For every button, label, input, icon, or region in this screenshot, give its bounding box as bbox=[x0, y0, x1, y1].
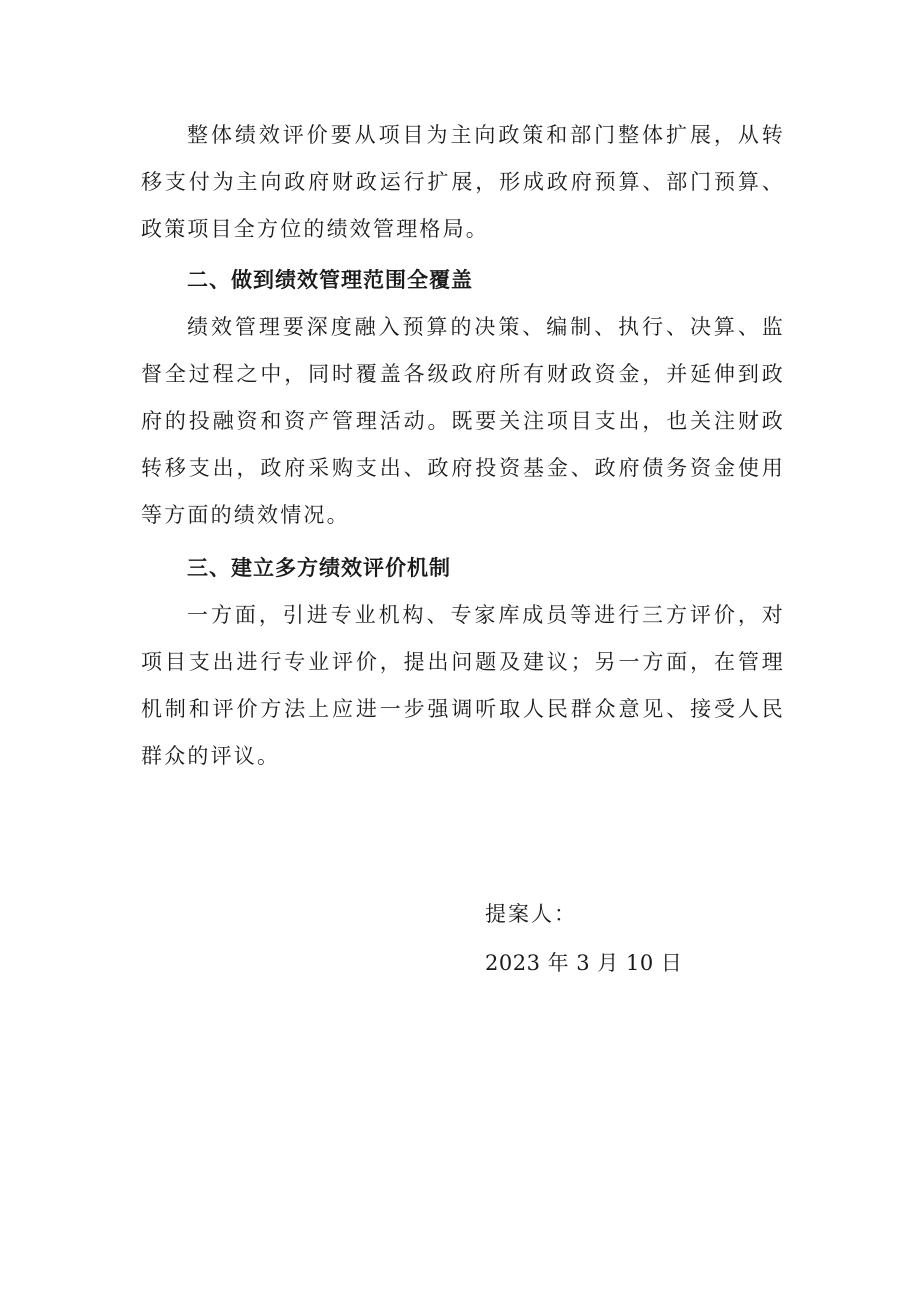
heading-multi-party-evaluation: 三、建立多方绩效评价机制 bbox=[187, 556, 451, 580]
proposer-label: 提案人： bbox=[485, 902, 577, 926]
paragraph-multi-party-evaluation: 一方面，引进专业机构、专家库成员等进行三方评价，对项目支出进行专业评价，提出问题及建议；另一方面，在管理机制和评价方法上应进一步强调听取人民群众意见、接受人民群众的评议。 bbox=[141, 603, 785, 768]
signature-date: 2023 年 3 月 10 日 bbox=[485, 951, 683, 975]
paragraph-overall-evaluation: 整体绩效评价要从项目为主向政策和部门整体扩展，从转移支付为主向政府财政运行扩展，形成政府预算、部门预算、政策项目全方位的绩效管理格局。 bbox=[141, 123, 785, 241]
heading-full-coverage: 二、做到绩效管理范围全覆盖 bbox=[187, 268, 473, 292]
paragraph-full-coverage: 绩效管理要深度融入预算的决策、编制、执行、决算、监督全过程之中，同时覆盖各级政府所有财政资金，并延伸到政府的投融资和资产管理活动。既要关注项目支出，也关注财政转移支出，政府采购支出、政府投资基金、政府债务资金使用等方面的绩效情况。 bbox=[141, 315, 785, 527]
